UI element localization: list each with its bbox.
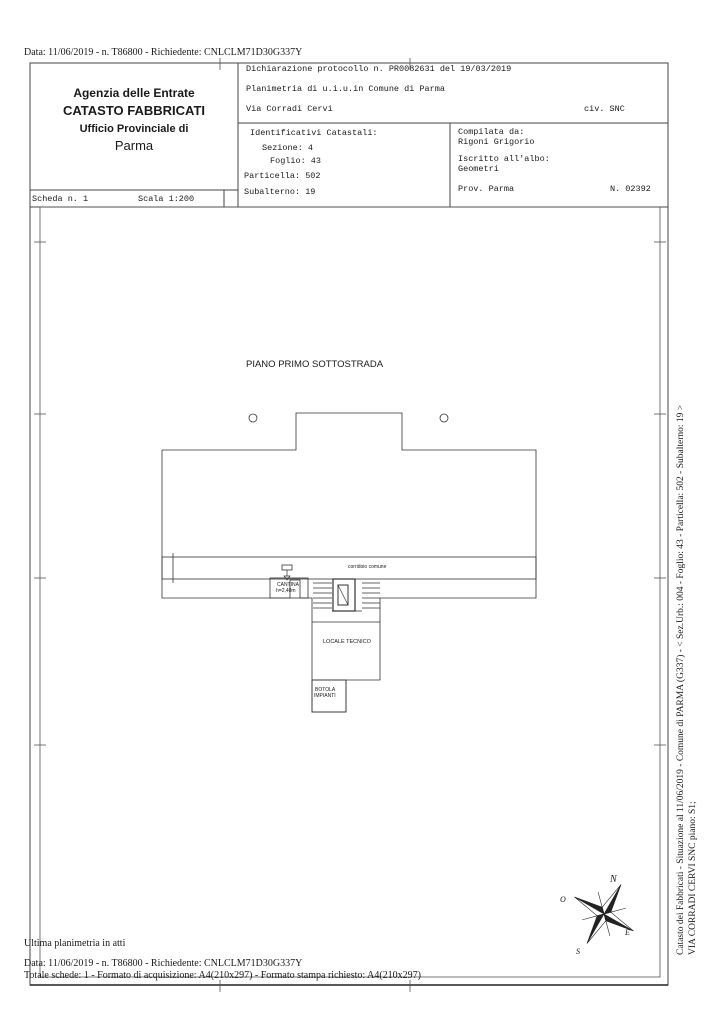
- ultima-planimetria: Ultima planimetria in atti: [24, 938, 126, 949]
- compass-west: O: [560, 895, 566, 904]
- address-line: Via Corradi Cervi: [246, 104, 333, 114]
- register-number: N. 02392: [610, 184, 651, 194]
- particella-value: Particella: 502: [244, 171, 321, 181]
- province-value: Prov. Parma: [458, 184, 515, 194]
- ufficio-label: Ufficio Provinciale di: [79, 123, 189, 135]
- agency-name: Agenzia delle Entrate: [73, 86, 195, 100]
- compiler-name: Rigoni Grigorio: [458, 137, 535, 147]
- foglio-value: Foglio: 43: [270, 156, 322, 166]
- scale-label: Scala 1:200: [138, 194, 195, 204]
- identifiers-title: Identificativi Catastali:: [250, 128, 378, 138]
- catasto-title: CATASTO FABBRICATI: [62, 103, 206, 118]
- impianti-label: IMPIANTI: [314, 693, 336, 699]
- compass-north: N: [610, 874, 617, 885]
- side-info-line2: VIA CORRADI CERVI SNC piano: S1;: [688, 801, 698, 955]
- compass-rose-icon: [560, 870, 650, 960]
- corridor-label: corridoio comune: [348, 564, 387, 570]
- side-info-line1: Catasto dei Fabbricati - Situazione al 11/06/2019 - Comune di PARMA (G337) - < Sez.Urb.: 004 - Foglio: 43 - Particella: 502 - Subalterno: 19 >: [676, 404, 686, 955]
- botola-label: BOTOLA: [315, 687, 336, 693]
- sezione-value: Sezione: 4: [262, 143, 314, 153]
- scheda-label: Scheda n. 1: [32, 194, 89, 204]
- civic-number: civ. SNC: [584, 104, 625, 114]
- floor-title: PIANO PRIMO SOTTOSTRADA: [246, 359, 384, 370]
- iscritto-label: Iscritto all'albo:: [458, 154, 550, 164]
- header-line: Data: 11/06/2019 - n. T86800 - Richiedente: CNLCLM71D30G337Y: [24, 47, 303, 58]
- planimetria-line: Planimetria di u.i.u.in Comune di Parma: [246, 84, 445, 94]
- albo-value: Geometri: [458, 164, 499, 174]
- office-city: Parma: [114, 138, 154, 153]
- declaration-protocol: Dichiarazione protocollo n. PR0082631 del 19/03/2019: [246, 64, 512, 74]
- compass-south: S: [576, 947, 580, 956]
- locale-tecnico-label: LOCALE TECNICO: [323, 639, 371, 645]
- cantina-height: h=2,40m: [276, 588, 296, 594]
- footer-data: Data: 11/06/2019 - n. T86800 - Richiedente: CNLCLM71D30G337Y: [24, 958, 303, 969]
- compass-east: E: [625, 928, 630, 937]
- cantina-label: CANTINA: [277, 582, 299, 588]
- subalterno-value: Subalterno: 19: [244, 187, 316, 197]
- footer-totale: Totale schede: 1 - Formato di acquisizione: A4(210x297) - Formato stampa richiesto: A4(210x297): [24, 970, 421, 981]
- compilata-label: Compilata da:: [458, 127, 525, 137]
